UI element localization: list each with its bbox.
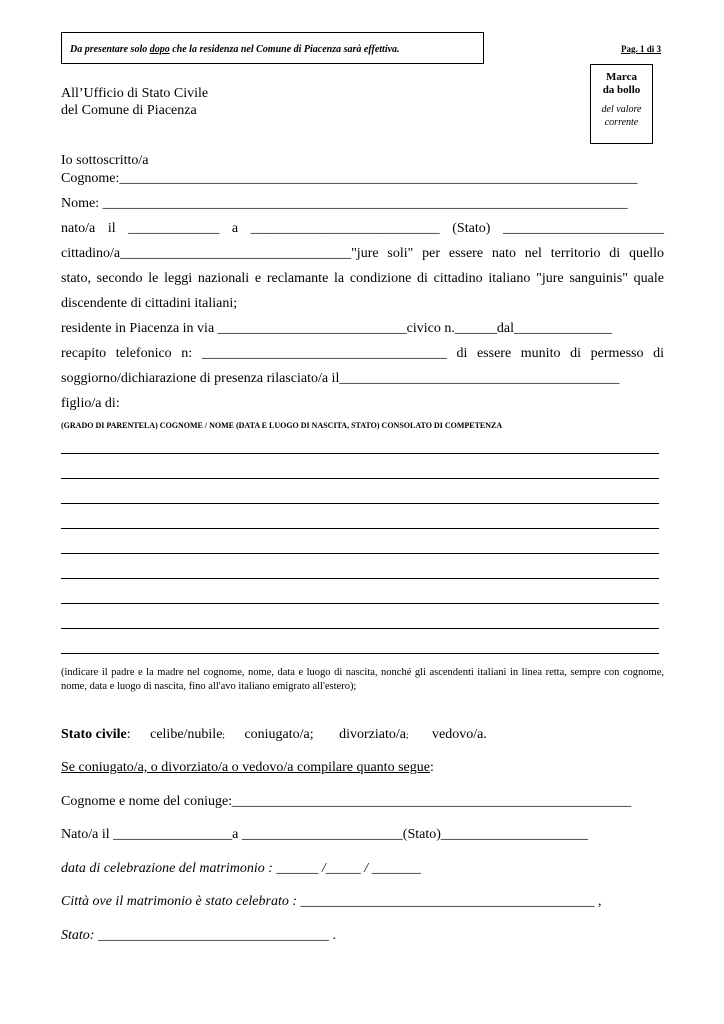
birth-field[interactable]: nato/a il _____________ a ___________________________ (Stato) _______________________ [61, 221, 664, 236]
option-married[interactable]: coniugato/a; [244, 727, 314, 742]
ancestor-line[interactable] [61, 653, 659, 654]
spouse-birth-field[interactable]: Nato/a il _________________a _______________________(Stato)_____________________ [61, 827, 588, 842]
citizenship-text: stato, secondo le leggi nazionali e reclamante la condizione di cittadino italiano "jure sanguinis" quale [61, 271, 664, 286]
phone-field[interactable]: recapito telefonico n: ___________________________________ di essere munito di permesso di [61, 346, 664, 361]
permit-field[interactable]: soggiorno/dichiarazione di presenza rilasciato/a il________________________________________ [61, 371, 620, 386]
ancestor-line[interactable] [61, 478, 659, 479]
stamp-value-line1: del valore [601, 104, 642, 115]
descendant-text: discendente di cittadini italiani; [61, 296, 238, 311]
notice-emphasis: dopo [149, 44, 170, 55]
addressee [61, 85, 208, 119]
ancestor-line[interactable] [61, 603, 659, 604]
ancestor-line[interactable] [61, 453, 659, 454]
tax-stamp-box [590, 64, 653, 144]
wedding-date-field[interactable]: data di celebrazione del matrimonio : ______ /_____ / _______ [61, 861, 421, 876]
ancestor-line[interactable] [61, 503, 659, 504]
name-field[interactable]: Nome: ___________________________________________________________________________ [61, 196, 628, 211]
ancestor-line[interactable] [61, 628, 659, 629]
stamp-value-line2: corrente [604, 117, 639, 128]
stamp-title-line2: da bollo [602, 84, 641, 96]
parents-columns-header: (GRADO DI PARENTELA) COGNOME / NOME (DATA E LUOGO DI NASCITA, STATO) CONSOLATO DI COMPETENZA [61, 421, 503, 430]
residence-field[interactable]: residente in Piacenza in via ___________________________civico n.______dal______________ [61, 321, 612, 336]
civil-status-row: Stato civile: celibe/nubile; coniugato/a; divorziato/a; vedovo/a. [61, 727, 487, 742]
ancestor-line[interactable] [61, 553, 659, 554]
addressee-line2: del Comune di Piacenza [61, 103, 197, 118]
page-number: Pag. 1 di 3 [621, 44, 662, 54]
addressee-line1: All’Ufficio di Stato Civile [61, 86, 209, 101]
option-divorced[interactable]: divorziato/a; [339, 727, 409, 742]
married-instructions: Se coniugato/a, o divorziato/a o vedovo/a compilare quanto segue: [61, 760, 434, 775]
submission-notice: Da presentare solo dopo che la residenza nel Comune di Piacenza sarà effettiva. [70, 44, 400, 55]
wedding-country-field[interactable]: Stato: _________________________________ . [61, 928, 336, 943]
ancestor-line[interactable] [61, 578, 659, 579]
wedding-city-field[interactable]: Città ove il matrimonio è stato celebrato : __________________________________________ , [61, 894, 602, 909]
surname-field[interactable]: Cognome:__________________________________________________________________________ [61, 171, 638, 186]
parents-label: figlio/a di: [61, 396, 120, 411]
citizenship-field[interactable]: cittadino/a_________________________________"jure soli" per essere nato nel territorio di quello [61, 246, 664, 261]
ancestor-line[interactable] [61, 528, 659, 529]
stamp-title-line1: Marca [606, 71, 637, 83]
ancestors-instructions: (indicare il padre e la madre nel cognome, nome, data e luogo di nascita, nonché gli ascendenti italiani in linea retta, sempre con cognome, nome, data e luogo di nascita, fino all'avo italiano emigrato all'estero); [61, 667, 664, 692]
option-single[interactable]: celibe/nubile; [150, 727, 225, 742]
intro-text: Io sottoscritto/a [61, 153, 149, 168]
option-widowed[interactable]: vedovo/a. [432, 727, 487, 742]
spouse-name-field[interactable]: Cognome e nome del coniuge:_________________________________________________________ [61, 794, 632, 809]
civil-status-label: Stato civile [61, 727, 127, 742]
